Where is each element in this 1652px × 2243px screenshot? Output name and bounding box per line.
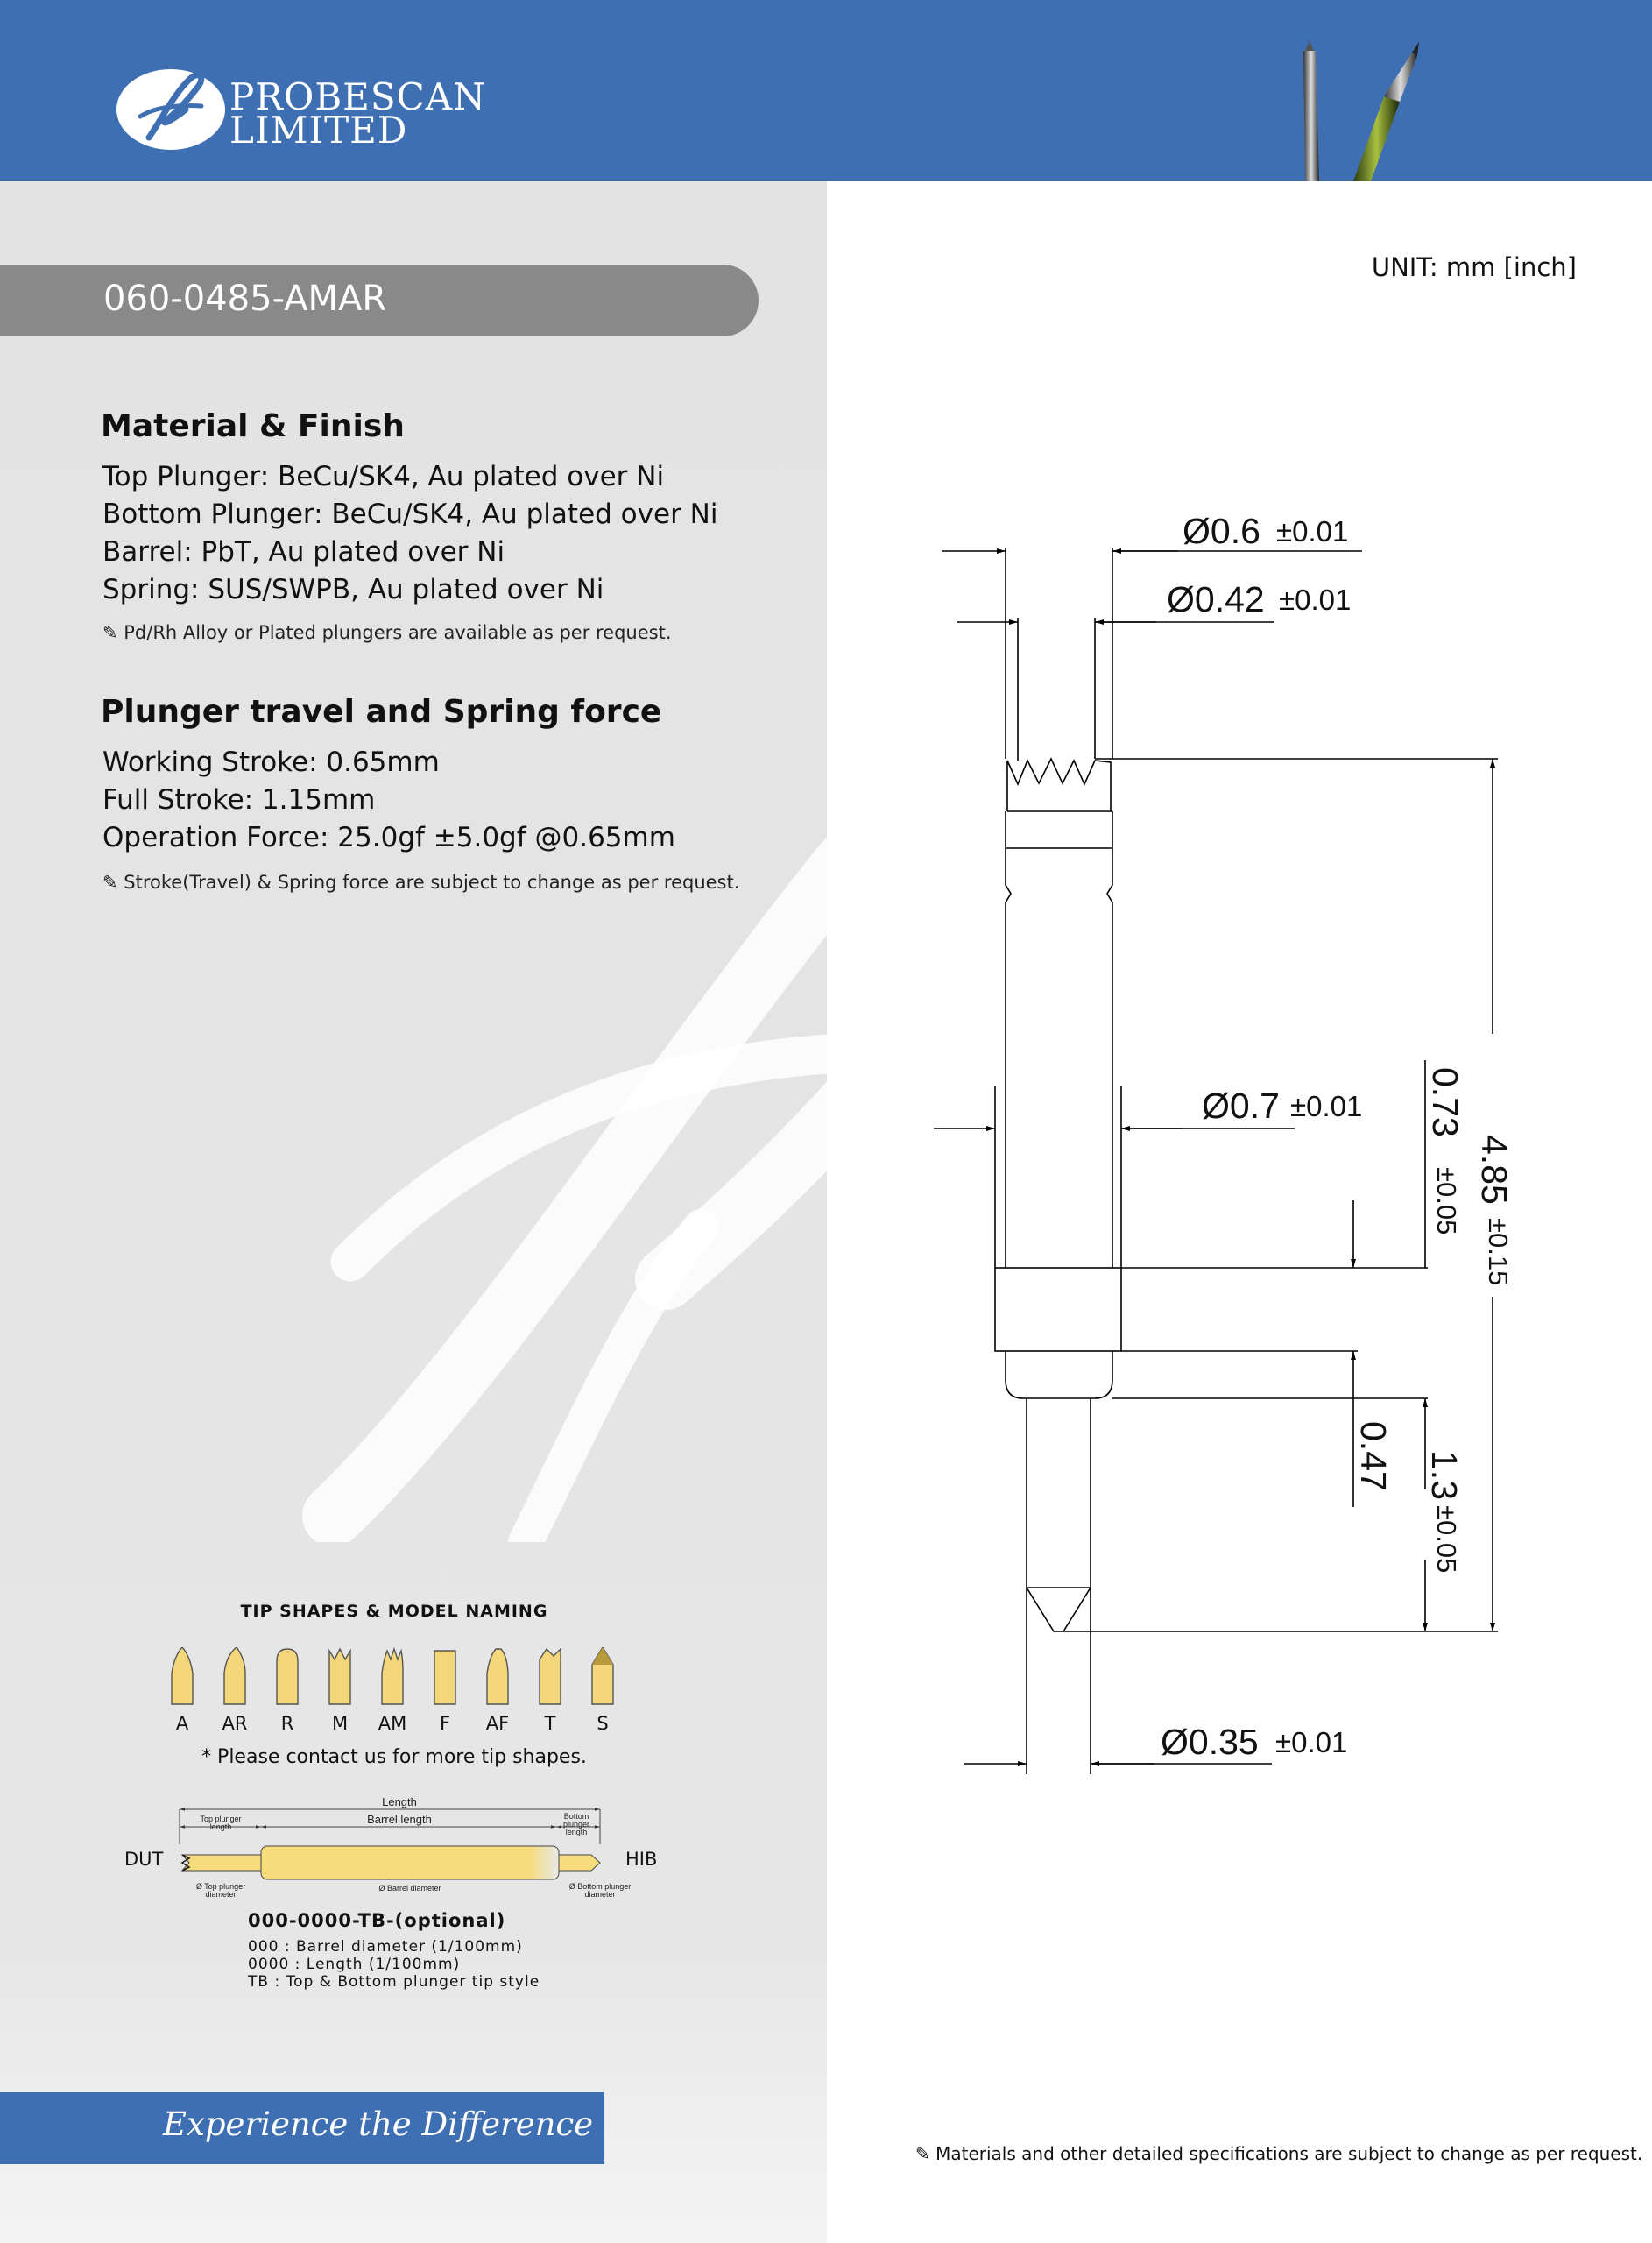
naming-bottom-length-2: plunger <box>562 1820 590 1829</box>
tip-r-icon <box>277 1649 298 1704</box>
dim-length-13-tol: ±0.05 <box>1431 1505 1462 1574</box>
dim-length-073: 0.73 <box>1425 1067 1465 1137</box>
material-title: Material & Finish <box>101 408 405 444</box>
naming-code-line: 0000 : Length (1/100mm) <box>248 1956 461 1973</box>
tip-shapes-note: * Please contact us for more tip shapes. <box>201 1746 587 1768</box>
tip-m-icon <box>329 1649 350 1704</box>
travel-note: ✎ Stroke(Travel) & Spring force are subject to change as per request. <box>102 872 740 893</box>
tip-label: AM <box>378 1713 407 1734</box>
footer-note: ✎ Materials and other detailed specifications are subject to change as per request. <box>915 2143 1643 2164</box>
tip-label: A <box>175 1713 189 1734</box>
dim-top-outer-tol: ±0.01 <box>1276 515 1349 548</box>
material-line: Spring: SUS/SWPB, Au plated over Ni <box>102 574 604 605</box>
hib-label: HIB <box>625 1849 658 1870</box>
probe-technical-drawing <box>911 491 1577 1787</box>
tip-label: AF <box>485 1713 510 1734</box>
material-line: Bottom Plunger: BeCu/SK4, Au plated over Ni <box>102 499 718 530</box>
tip-shapes-title: TIP SHAPES & MODEL NAMING <box>240 1602 548 1621</box>
slogan: Experience the Difference <box>163 2105 594 2143</box>
dim-length-047: 0.47 <box>1353 1421 1394 1491</box>
naming-top-dia-1: Ø Top plunger <box>195 1882 246 1891</box>
dim-barrel-tol: ±0.01 <box>1290 1090 1363 1122</box>
dim-bottom-tol: ±0.01 <box>1275 1726 1348 1758</box>
dut-label: DUT <box>124 1849 164 1870</box>
dim-top-inner-tol: ±0.01 <box>1279 584 1352 616</box>
dim-length-485-tol: ±0.15 <box>1483 1218 1514 1286</box>
tip-label: F <box>439 1713 451 1734</box>
naming-code-line: 000 : Barrel diameter (1/100mm) <box>248 1938 523 1956</box>
tip-am-icon <box>382 1649 403 1704</box>
tip-af-icon <box>487 1649 508 1704</box>
naming-code-title: 000-0000-TB-(optional) <box>248 1910 506 1931</box>
material-line: Barrel: PbT, Au plated over Ni <box>102 536 505 568</box>
brand-line2: LIMITED <box>229 109 408 152</box>
tip-label: S <box>597 1713 609 1734</box>
dim-top-outer: Ø0.6 <box>1183 511 1260 551</box>
part-number: 060-0485-AMAR <box>103 279 387 319</box>
naming-barrel-length: Barrel length <box>367 1813 432 1826</box>
unit-label: UNIT: mm [inch] <box>1371 252 1577 282</box>
model-naming-diagram <box>114 1792 674 1906</box>
dim-length-13: 1.3 <box>1424 1450 1465 1500</box>
travel-line: Operation Force: 25.0gf ±5.0gf @0.65mm <box>102 822 675 853</box>
material-line: Top Plunger: BeCu/SK4, Au plated over Ni <box>102 461 665 492</box>
naming-barrel-dia: Ø Barrel diameter <box>378 1884 441 1893</box>
naming-top-dia-2: diameter <box>205 1890 237 1899</box>
naming-bottom-length-1: Bottom <box>563 1812 589 1821</box>
naming-top-plunger-length-2: length <box>209 1822 232 1831</box>
brand-line1: PROBESCAN <box>229 75 486 118</box>
naming-bottom-length-3: length <box>565 1828 588 1836</box>
travel-line: Working Stroke: 0.65mm <box>102 746 440 778</box>
naming-code-line: TB : Top & Bottom plunger tip style <box>248 1973 540 1991</box>
tip-ar-icon <box>224 1647 245 1704</box>
travel-line: Full Stroke: 1.15mm <box>102 784 376 816</box>
material-note: ✎ Pd/Rh Alloy or Plated plungers are available as per request. <box>102 622 672 643</box>
travel-title: Plunger travel and Spring force <box>101 694 662 730</box>
naming-top-plunger-length: Top plunger <box>200 1815 242 1823</box>
naming-bottom-dia-1: Ø Bottom plunger <box>568 1882 632 1891</box>
dim-bottom: Ø0.35 <box>1161 1722 1259 1762</box>
tip-label: AR <box>222 1713 248 1734</box>
tip-f-icon <box>434 1651 455 1704</box>
dim-length-485: 4.85 <box>1474 1135 1514 1205</box>
tip-label: R <box>280 1713 294 1734</box>
naming-bottom-dia-2: diameter <box>584 1890 616 1899</box>
dim-barrel: Ø0.7 <box>1202 1086 1280 1126</box>
dim-top-inner: Ø0.42 <box>1167 579 1265 619</box>
brand-name <box>229 75 486 152</box>
tip-a-icon <box>172 1647 193 1704</box>
naming-length-label: Length <box>382 1795 417 1808</box>
probescan-logo-icon <box>114 66 228 153</box>
tip-t-icon <box>540 1649 561 1704</box>
probe-pins-image-icon <box>1261 35 1463 181</box>
dim-length-073-tol: ±0.05 <box>1431 1167 1462 1235</box>
tip-label: M <box>331 1713 349 1734</box>
tip-label: T <box>544 1713 556 1734</box>
